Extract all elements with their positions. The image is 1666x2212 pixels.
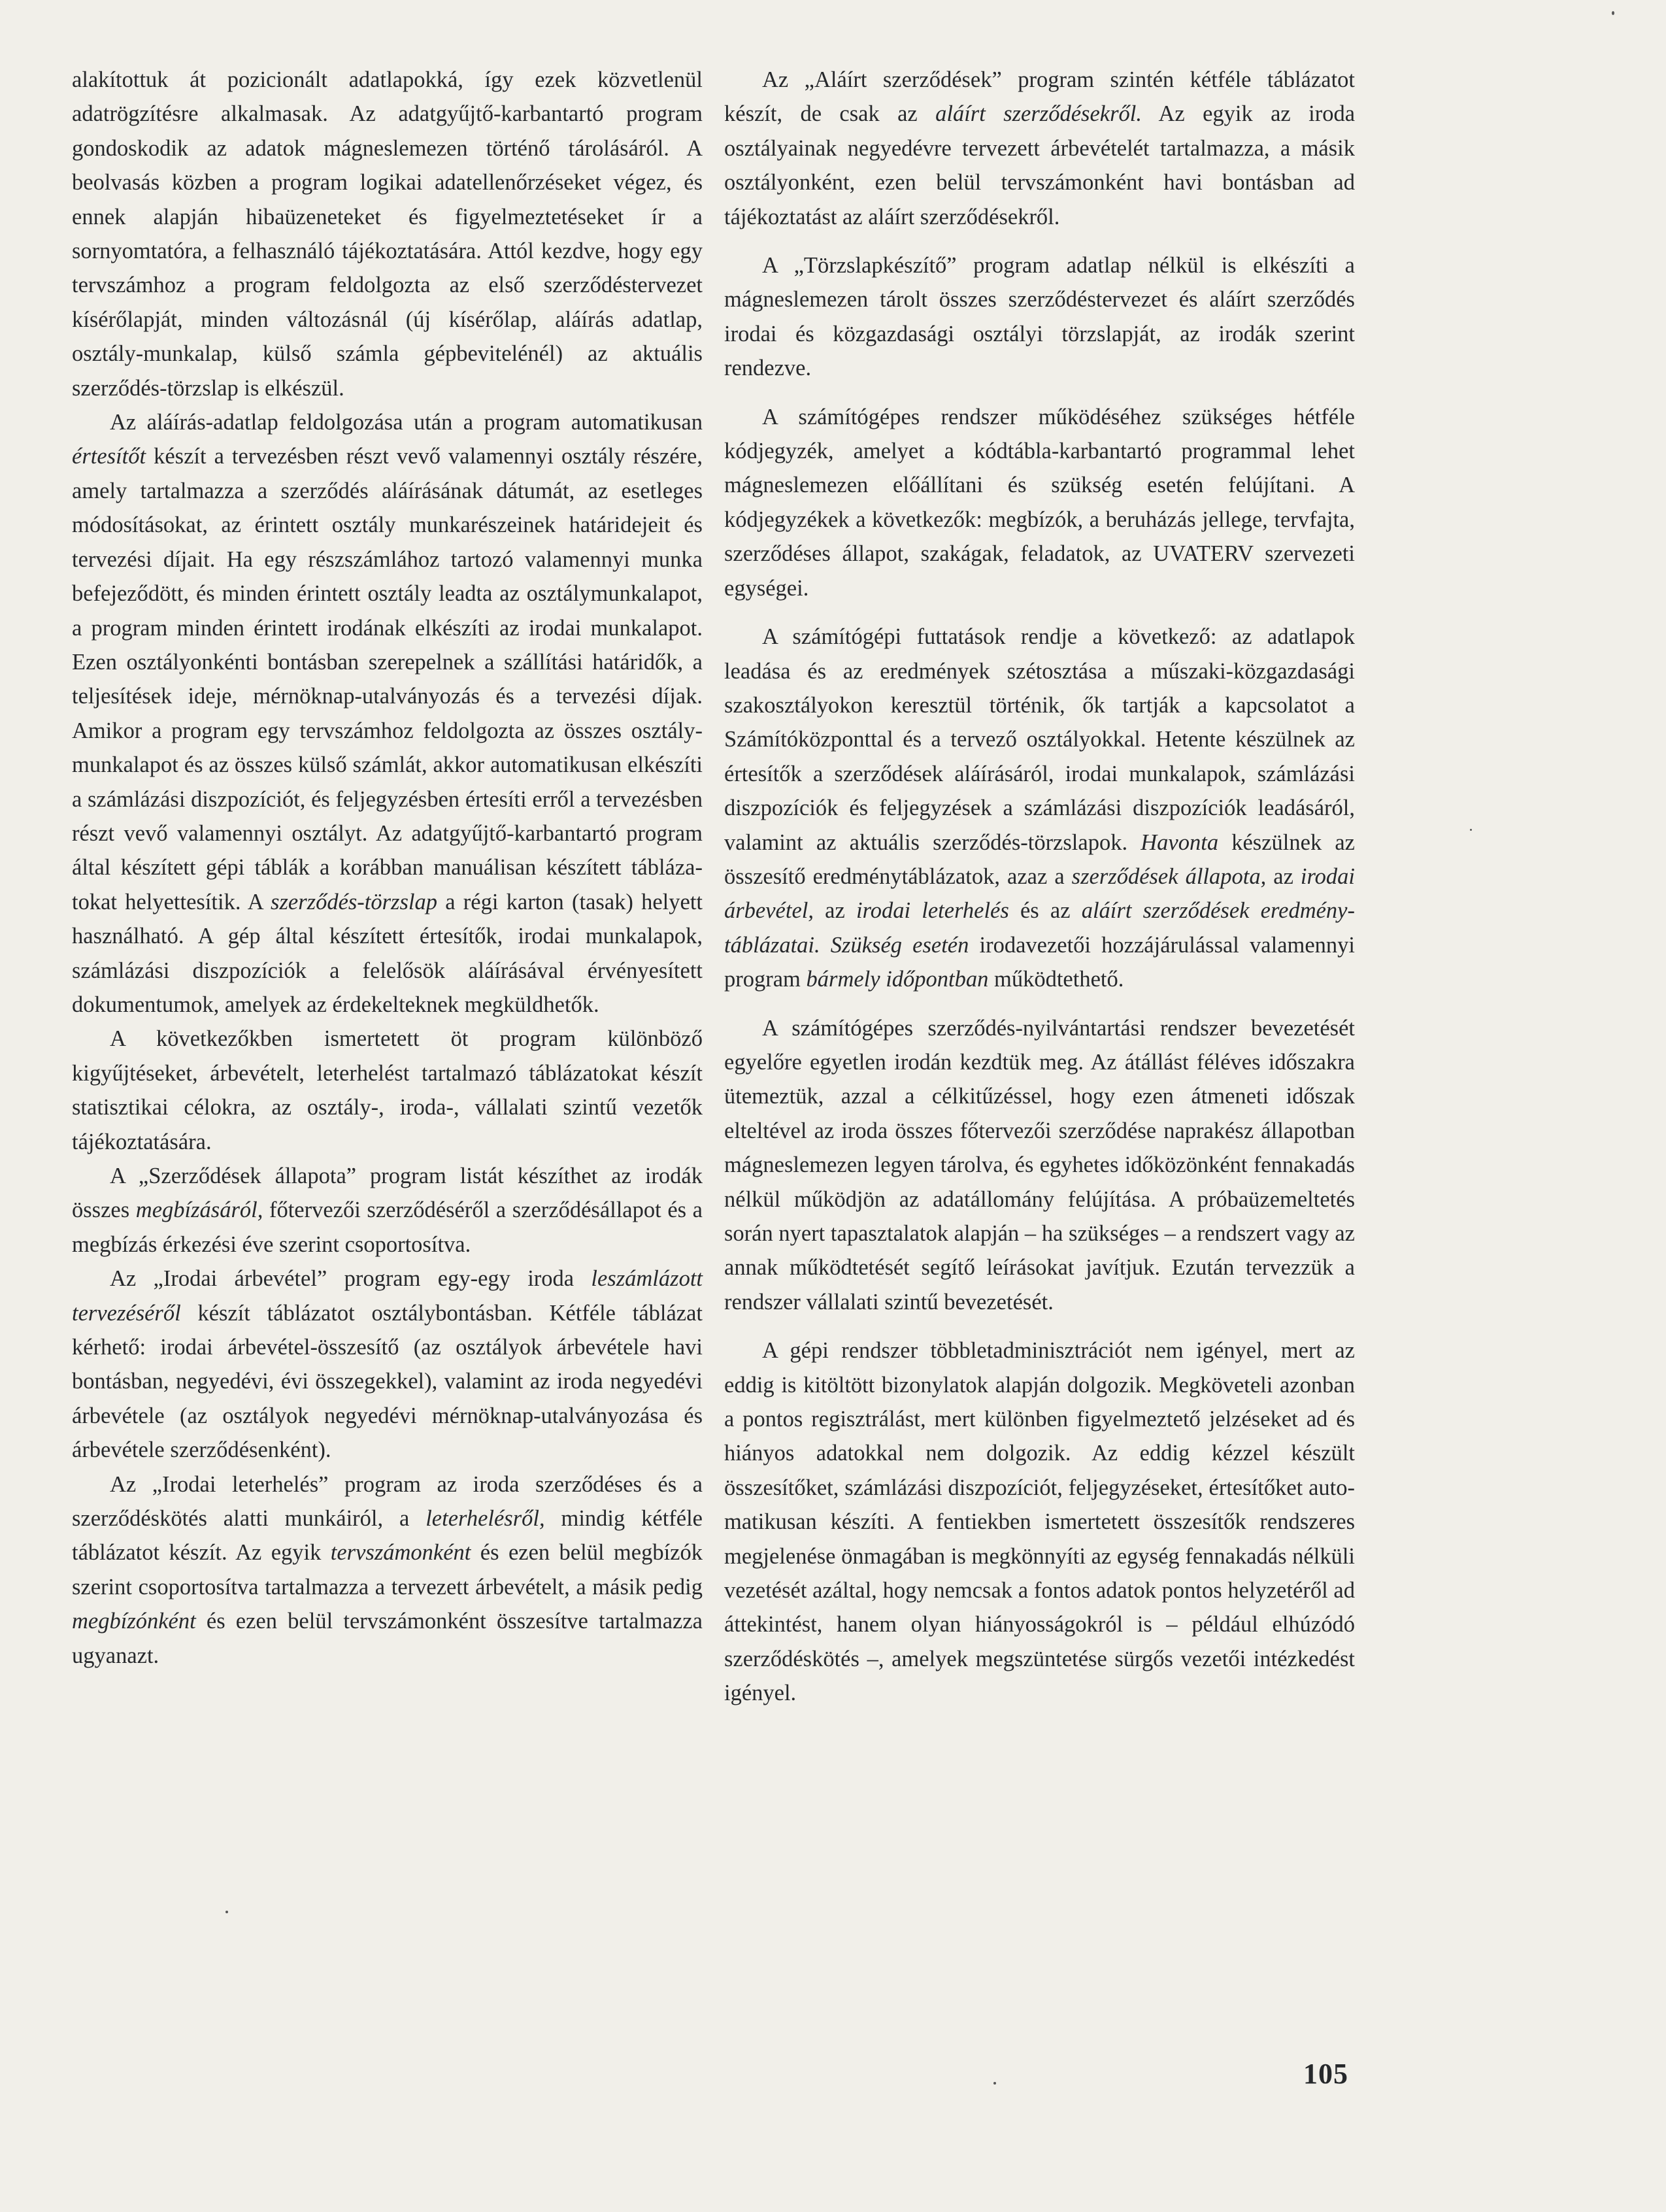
paragraph: [72, 1022, 703, 1159]
paragraph: [72, 1159, 703, 1262]
italic-text: megbízónként: [72, 1609, 196, 1634]
italic-text: értesítőt: [72, 444, 146, 469]
text-run: készülnek az összesítő eredménytáblázatok, azaz a: [724, 830, 1355, 889]
text-run: és ezen belül megbízók szerint csoportosítva tartalmazza a tervezett árbevételt, a másik pedig: [72, 1540, 703, 1600]
italic-text: bármely időpontban: [806, 967, 989, 992]
scan-speck: [1470, 829, 1472, 831]
italic-text: leszámlázott tervezéséről: [72, 1266, 703, 1326]
scan-speck: [225, 1911, 228, 1913]
italic-text: szerződések állapota,: [1071, 863, 1267, 889]
text-run: mindig kétféle táblázatot készít. Az egyik: [72, 1506, 703, 1566]
text-run: és ezen belül tervszámonként összesítve tartalmazza ugyanazt.: [72, 1609, 703, 1668]
text-run: Az aláírás-adatlap feldolgozása után a program automatikusan: [110, 410, 703, 435]
text-run: főtervezői szerződéséről a szerződésállapot és a megbízás érkezési éve szerint csoportosítva.: [72, 1198, 703, 1257]
text-run: Az egyik az iroda osztályainak negyedévre tervezett árbevételét tartalmazza, a másik osztályonként, ezen belül tervszámonként havi bontásban ad tájékoztatást az aláírt szerződésekről.: [724, 101, 1356, 229]
left-text-column: [72, 63, 703, 1673]
paragraph: [72, 63, 703, 405]
italic-text: irodai árbevétel,: [724, 863, 1355, 924]
text-run: a régi karton (tasak) helyett használható. A gép által készített értesítők, irodai munkalapok, számlázási diszpozíciók a felelősök aláírásával érvényesített dokumentumok, amelyek az érdekelteknek megküldhetők.: [72, 889, 703, 1017]
italic-text: irodai leterhelés: [856, 898, 1009, 924]
text-run: A számítógépi futtatások rendje a következő: az adatlapok leadása és az eredmények szétosztása a műszaki-közgazdasági szakosztályokon keresztül történik, ők tartják a kapcsolatot a Számítóközponttal és a tervező osztályokkal. Hetente készülnek az értesítők a szerződések aláírásáról, irodai munkalapok, számlázási diszpozíciók és feljegyzések a számlázási diszpozíciók leadásáról, valamint az aktuális szerződés-törzslapok.: [724, 624, 1355, 855]
text-run: az: [1266, 863, 1301, 889]
text-run: Az „Irodai leterhelés” program az iroda szerződéses és a szerződéskötés alatti munkáiról, a: [72, 1471, 703, 1532]
text-run: készít táblázatot osztálybontásban. Kétféle táblázat kérhető: irodai árbevétel-összesítő (az osztályok árbevétele havi bontásban, negyedévi, évi összegekkel), valamint az iroda negyedévi árbevétele (az osztályok negyedévi mérnöknap-utalványozása és árbevétele szerződésenként).: [72, 1300, 703, 1463]
paragraph: [72, 1262, 703, 1467]
italic-text: megbízásáról,: [135, 1198, 263, 1223]
italic-text: aláírt szerződésekről.: [935, 101, 1142, 127]
text-run: A gépi rendszer többletadminisztrációt nem igényel, mert az eddig is kitöltött bizonylatok alapján dolgozik. Megköveteli azonban a pontos regisztrálást, mert különben figyelmeztető jelzéseket ad és hiányos adatokkal nem dolgozik. Az eddig kézzel készült összesítőket, számlázási diszpozíciót, feljegyzéseket, értesítőket automatikusan készíti. A fentiekben ismertetett összesítők rendszeres megjelenése önmagában is megkönnyíti az egység fennakadás nélküli vezetését azáltal, hogy nemcsak a fontos adatok pontos helyzetéről ad áttekintést, hanem olyan hiányosságokról is – például elhúzódó szerződéskötés –, amelyek megszüntetése sürgős vezetői intézkedést igényel.: [724, 1338, 1355, 1706]
text-run: Az „Irodai árbevétel” program egy-egy iroda: [110, 1266, 591, 1292]
text-run: alakítottuk át pozicionált adatlapokká, így ezek közvetlenül adatrögzítésre alkalmasak. Az adatgyűjtő-karbantartó program gondoskodik az adatok mágneslemezen történő tárolásáról. A beolvasás közben a program logikai adatellenőrzéseket végez, és ennek alapján hibaüzeneteket és figyelmeztetéseket ír a sornyomtatóra, a felhasználó tájékoztatására. Attól kezdve, hogy egy tervszámhoz a program feldolgozta az első szerződéstervezet kísérőlapját, minden változásnál (új kísérőlap, aláírás adatlap, osztály-munkalap, külső számla gépbevitelénél) az aktuális szerződés-törzslap is elkészül.: [72, 67, 703, 401]
italic-text: leterhelésről,: [425, 1506, 545, 1532]
right-text-column: [724, 63, 1355, 1725]
italic-text: szerződés-törzslap: [271, 889, 437, 914]
text-run: A következőkben ismertetett öt program különböző kigyűjtéseket, árbevételt, leterhelést tartalmazó táblázatokat készít statisztikai célokra, az osztály-, iroda-, vállalati szintű vezetők tájékoztatására.: [72, 1026, 703, 1154]
text-run: működtethető.: [988, 967, 1124, 992]
paragraph: [724, 1333, 1355, 1710]
scan-speck: [1612, 11, 1614, 15]
page-number: 105: [1303, 2058, 1348, 2090]
text-run: készít a tervezésben részt vevő valamennyi osztály részére, amely tartalmazza a szerződés aláírásának dátumát, az esetleges módosításokat, az érintett osztály munkarészeinek határidejeit és tervezési díjait. Ha egy részszámlához tartozó valamennyi munka befejeződött, és minden érintett osztály leadta az osztálymunkalapot, a program minden érintett irodának elkészíti az irodai munkalapot. Ezen osztályonkénti bontásban szerepelnek a szállítási határidők, a teljesítések ideje, mérnöknap-utalványozás és a tervezési díjak. Amikor a program egy tervszámhoz feldolgozta az összes osztálymunkalapot és az összes külső számlát, akkor automatikusan elkészíti a számlázási diszpozíciót, és feljegyzésben értesíti erről a tervezésben részt vevő valamennyi osztályt. Az adatgyűjtő-karbantartó program által készített gépi táblák a korábban manuálisan készített táblázatokat helyettesítik. A: [72, 444, 703, 914]
paragraph: [724, 620, 1355, 996]
text-run: Az „Aláírt szerződések” program szintén kétféle táblázatot készít, de csak az: [724, 67, 1355, 127]
paragraph: [724, 63, 1355, 234]
paragraph: [724, 248, 1355, 386]
italic-text: aláírt szerződések eredménytáblázatai. Szükség esetén: [724, 898, 1355, 958]
text-run: A „Törzslapkészítő” program adatlap nélkül is elkészíti a mágneslemezen tárolt összes szerződéstervezet és aláírt szerződés irodai és közgazdasági osztályi törzslapját, az irodák szerint rendezve.: [724, 253, 1355, 381]
text-run: és az: [1008, 898, 1082, 924]
paragraph: [72, 1467, 703, 1673]
paragraph: [724, 400, 1355, 605]
text-run: irodavezetői hozzájárulással valamennyi program: [724, 932, 1355, 992]
paragraph: [72, 405, 703, 1022]
scan-speck: [993, 2082, 996, 2085]
text-run: A számítógépes rendszer működéséhez szükséges hétféle kódjegyzék, amelyet a kódtábla-karbantartó programmal lehet mágneslemezen előállítani és szükség esetén felújítani. A kódjegyzékek a következők: megbízók, a beruházás jellege, tervfajta, szerződéses állapot, szakágak, feladatok, az UVATERV szervezeti egységei.: [724, 404, 1355, 601]
paragraph: [724, 1011, 1355, 1320]
text-run: A számítógépes szerződés-nyilvántartási rendszer bevezetését egyelőre egyetlen irodán kezdtük meg. Az átállást féléves időszakra ütemeztük, azzal a célkitűzéssel, hogy ezen átmeneti időszak elteltével az iroda összes főtervezői szerződése naprakész állapotban mágneslemezen legyen tárolva, és egyhetes időközönként fennakadás nélkül működjön az adatállomány felújítása. A próbaüzemeltetés során nyert tapasztalatok alapján – ha szükséges – a rendszert vagy az annak működtetését segítő leírásokat javítjuk. Ezután tervezzük a rendszer vállalati szintű bevezetését.: [724, 1015, 1355, 1315]
italic-text: Havonta: [1141, 830, 1219, 855]
text-run: A „Szerződések állapota” program listát készíthet az irodák összes: [72, 1164, 703, 1223]
italic-text: tervszámonként: [330, 1540, 471, 1566]
text-run: az: [813, 898, 857, 924]
